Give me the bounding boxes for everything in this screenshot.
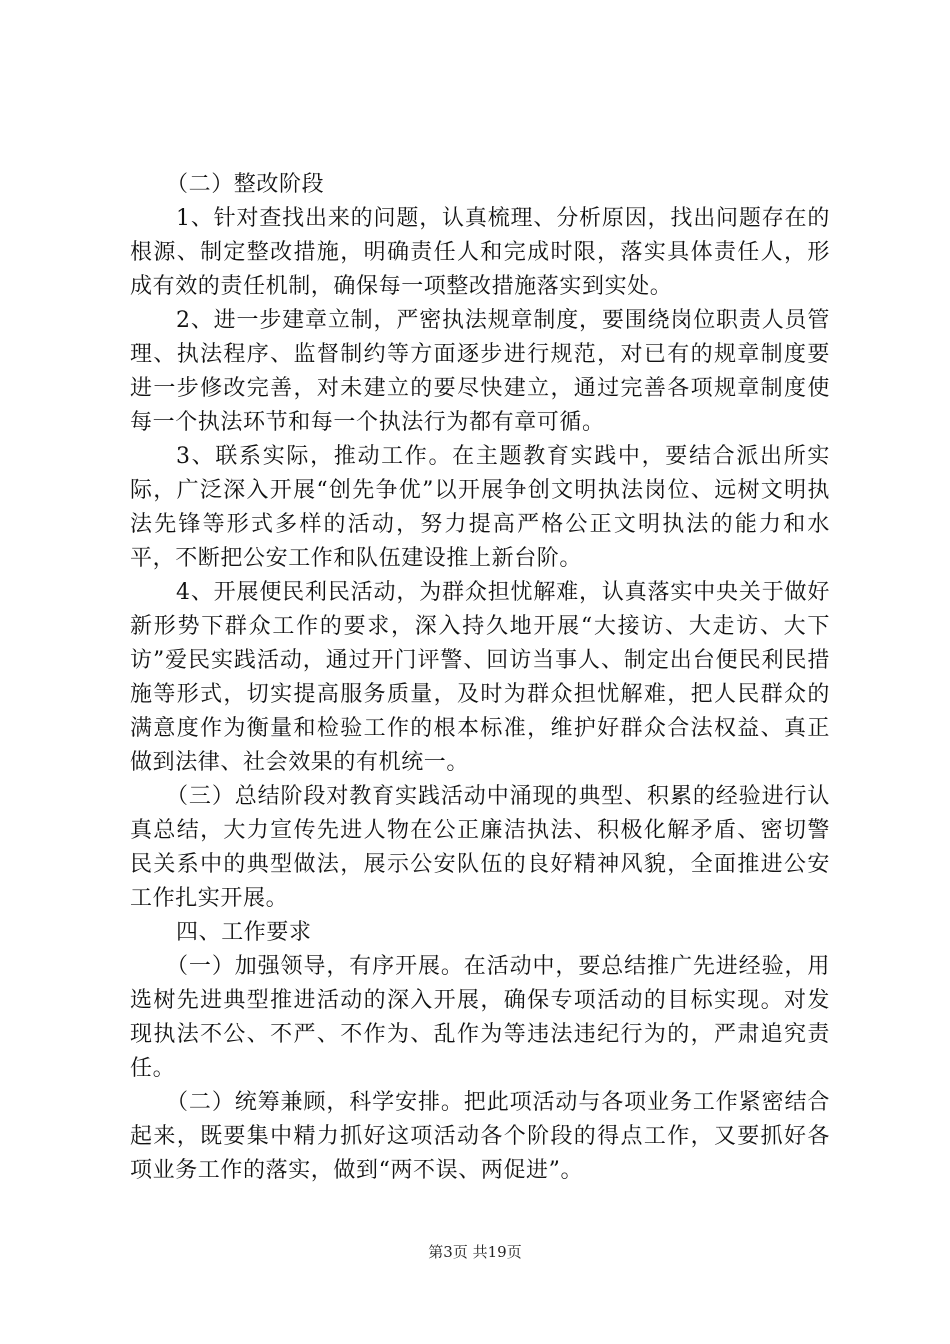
page-number-footer: 第3页 共19页 [428,1243,522,1261]
paragraph-item-3: 3、联系实际，推动工作。在主题教育实践中，要结合派出所实际，广泛深入开展“创先争优”以开展争创文明执法岗位、远树文明执法先锋等形式多样的活动，努力提高严格公正文明执法的能力和水平，不断把公安工作和队伍建设推上新台阶。 [130,444,830,571]
paragraph-item-4: 4、开展便民利民活动，为群众担忧解难，认真落实中央关于做好新形势下群众工作的要求，深入持久地开展“大接访、大走访、大下访”爱民实践活动，通过开门评警、回访当事人、制定出台便民利民措施等形式，切实提高服务质量，及时为群众担忧解难，把人民群众的满意度作为衡量和检验工作的根本标准，维护好群众合法权益、真正做到法律、社会效果的有机统一。 [130,580,830,775]
paragraph-summary-stage: （三）总结阶段对教育实践活动中涌现的典型、积累的经验进行认真总结，大力宣传先进人物在公正廉洁执法、积极化解矛盾、密切警民关系中的典型做法，展示公安队伍的良好精神风貌，全面推进公安工作扎实开展。 [130,784,830,911]
section-heading-work-requirements: 四、工作要求 [176,920,312,945]
section-heading-rectification: （二）整改阶段 [166,172,325,197]
paragraph-requirement-1: （一）加强领导，有序开展。在活动中，要总结推广先进经验，用选树先进典型推进活动的深入开展，确保专项活动的目标实现。对发现执法不公、不严、不作为、乱作为等违法违纪行为的，严肃追究责任。 [130,954,830,1081]
paragraph-item-1: 1、针对查找出来的问题，认真梳理、分析原因，找出问题存在的根源、制定整改措施，明确责任人和完成时限，落实具体责任人，形成有效的责任机制，确保每一项整改措施落实到实处。 [130,206,830,299]
paragraph-requirement-2: （二）统筹兼顾，科学安排。把此项活动与各项业务工作紧密结合起来，既要集中精力抓好这项活动各个阶段的得点工作，又要抓好各项业务工作的落实，做到“两不误、两促进”。 [130,1090,830,1183]
paragraph-item-2: 2、进一步建章立制，严密执法规章制度，要围绕岗位职责人员管理、执法程序、监督制约等方面逐步进行规范，对已有的规章制度要进一步修改完善，对未建立的要尽快建立，通过完善各项规章制度使每一个执法环节和每一个执法行为都有章可循。 [130,308,830,435]
document-body [130,168,830,1188]
